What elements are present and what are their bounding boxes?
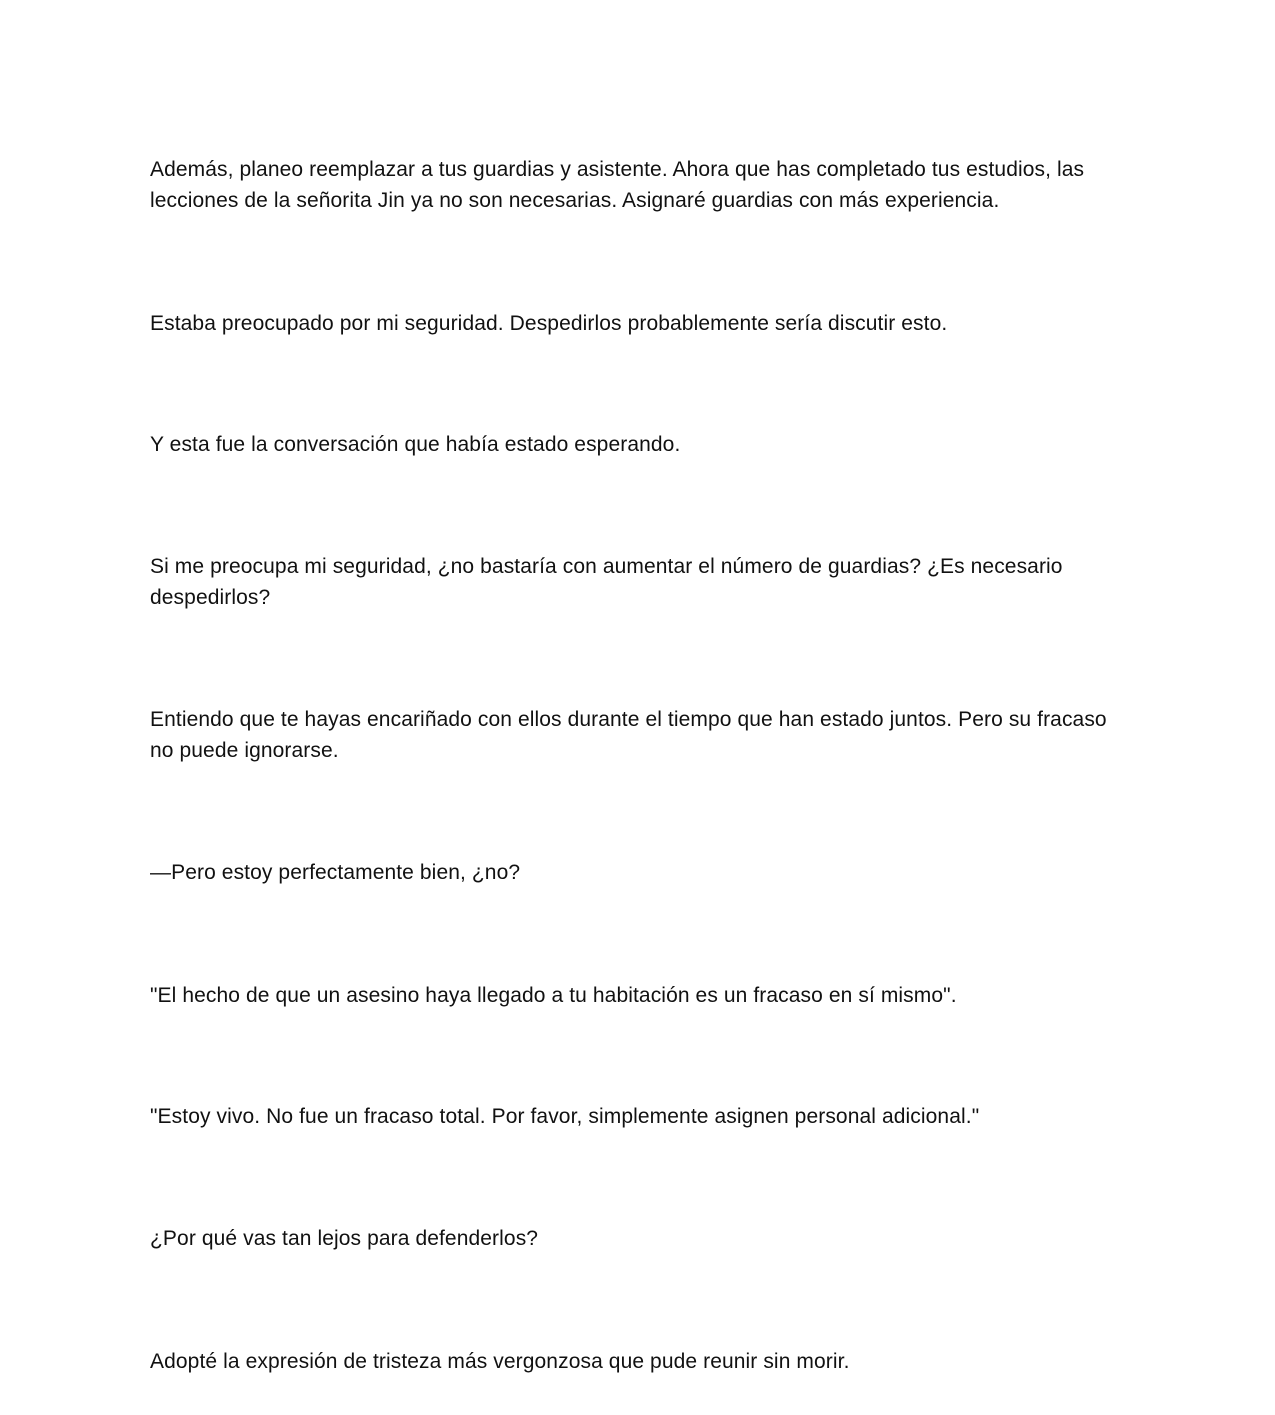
paragraph: "Estoy vivo. No fue un fracaso total. Por favor, simplemente asignen personal adicional." [150, 1105, 980, 1128]
paragraph: Además, planeo reemplazar a tus guardias y asistente. Ahora que has completado tus estudios, las lecciones de la señorita Jin ya no son necesarias. Asignaré guardias con más experiencia. [150, 158, 1085, 212]
paragraph: Estaba preocupado por mi seguridad. Despedirlos probablemente sería discutir esto. [150, 312, 948, 335]
paragraph: —Pero estoy perfectamente bien, ¿no? [150, 861, 521, 884]
paragraph: "El hecho de que un asesino haya llegado a tu habitación es un fracaso en sí mismo". [150, 984, 957, 1007]
paragraph: Si me preocupa mi seguridad, ¿no bastaría con aumentar el número de guardias? ¿Es necesario despedirlos? [150, 555, 1063, 609]
paragraph: ¿Por qué vas tan lejos para defenderlos? [150, 1227, 539, 1250]
paragraph: Adopté la expresión de tristeza más vergonzosa que pude reunir sin morir. [150, 1350, 850, 1373]
paragraph: Y esta fue la conversación que había estado esperando. [150, 433, 681, 456]
paragraph: Entiendo que te hayas encariñado con ellos durante el tiempo que han estado juntos. Pero su fracaso no puede ignorarse. [150, 708, 1107, 762]
